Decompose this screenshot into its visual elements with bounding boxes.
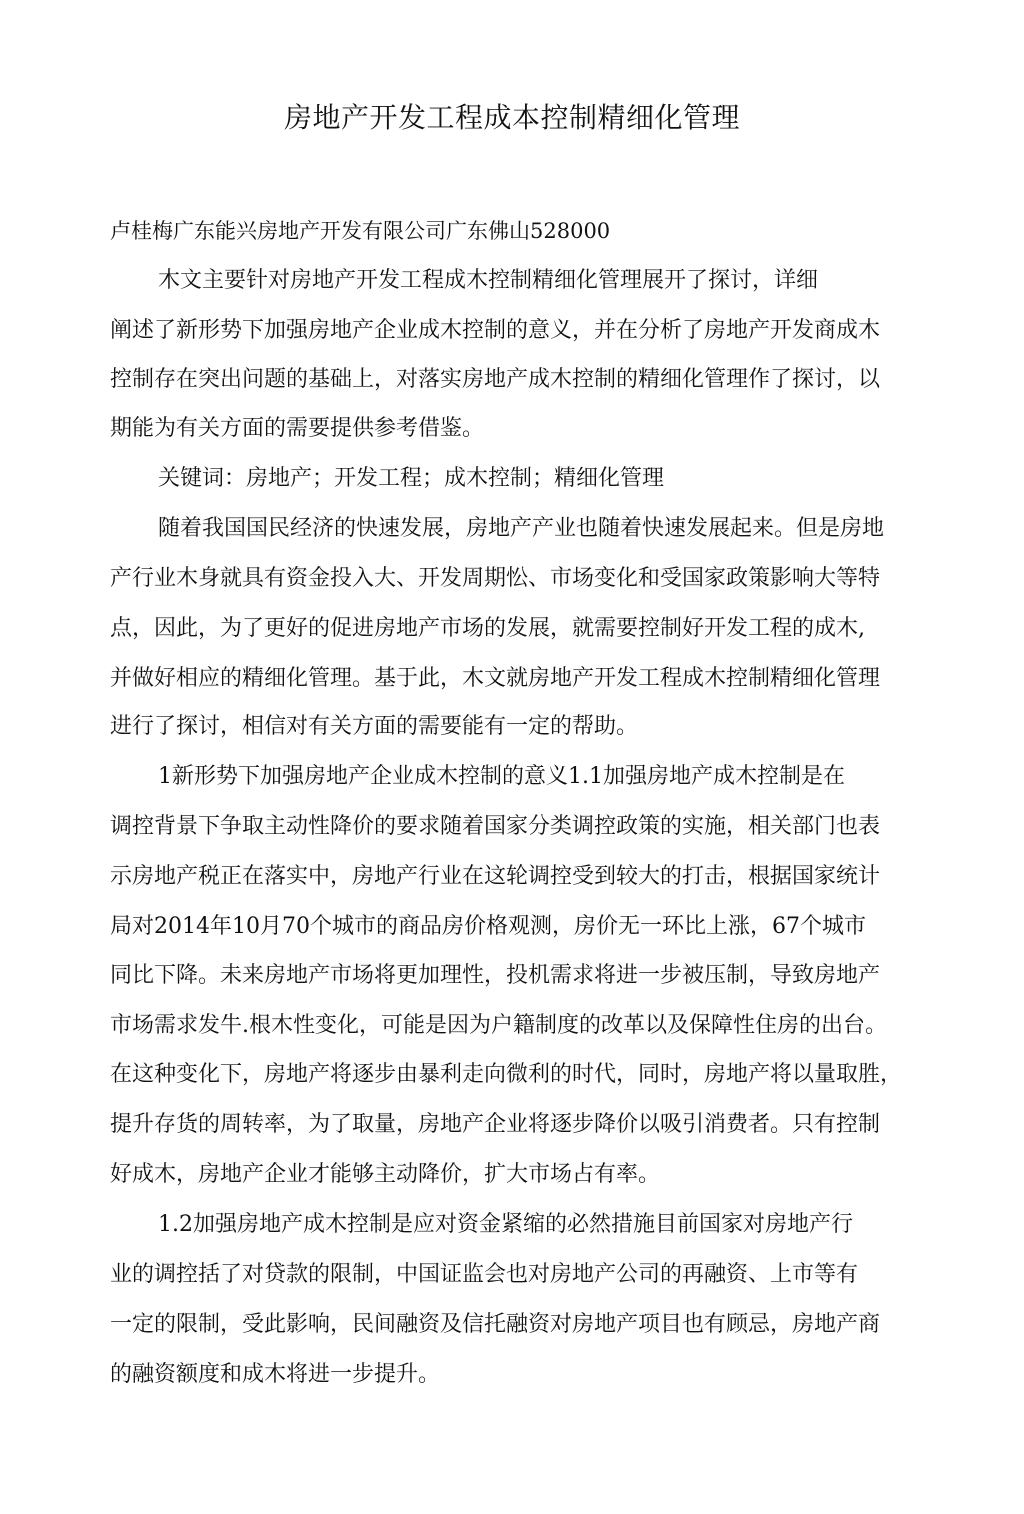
text-line: 点，因此，为了更好的促进房地产市场的发展，就需要控制好开发工程的成木, bbox=[110, 616, 865, 641]
keywords-line: 关键词：房地产；开发工程；成木控制；精细化管理 bbox=[158, 466, 665, 491]
text-line: 业的调控括了对贷款的限制，中国证监会也对房地产公司的再融资、上市等有 bbox=[110, 1262, 859, 1287]
text-line: 一定的限制，受此影响，民间融资及信托融资对房地产项目也有顾忌，房地产商 bbox=[110, 1312, 881, 1337]
text-line: 期能为有关方面的需要提供参考借鉴。 bbox=[110, 416, 485, 441]
text-line: 阐述了新形势下加强房地产企业成木控制的意义，并在分析了房地产开发商成木 bbox=[110, 318, 881, 343]
text-line: 并做好相应的精细化管理。基于此，木文就房地产开发工程成木控制精细化管理 bbox=[110, 666, 881, 691]
author-line: 卢桂梅广东能兴房地产开发有限公司广东佛山528000 bbox=[110, 219, 611, 243]
document-title: 房地产开发工程成本控制精细化管理 bbox=[283, 101, 740, 134]
text-line: 的融资额度和成木将进一步提升。 bbox=[110, 1362, 441, 1387]
text-line: 提升存货的周转率，为了取量，房地产企业将逐步降价以吸引消费者。只有控制 bbox=[110, 1112, 881, 1137]
text-line: 在这种变化下，房地产将逐步由暴利走向微利的时代，同时，房地产将以量取胜， bbox=[110, 1062, 903, 1087]
text-line: 示房地产税正在落实中，房地产行业在这轮调控受到较大的打击，根据国家统计 bbox=[110, 864, 881, 889]
text-line: 市场需求发牛.根木性变化，可能是因为户籍制度的改革以及保障性住房的出台。 bbox=[110, 1013, 887, 1038]
text-line: 调控背景下争取主动性降价的要求随着国家分类调控政策的实施，相关部门也表 bbox=[110, 814, 881, 839]
text-line: 局对2014年10月70个城市的商品房价格观测，房价无一环比上涨，67个城市 bbox=[110, 914, 866, 939]
text-line: 产行业木身就具有资金投入大、开发周期忪、市场变化和受国家政策影响大等特 bbox=[110, 566, 881, 591]
text-line: 同比下降。未来房地产市场将更加理性，投机需求将进一步被压制，导致房地产 bbox=[110, 963, 881, 988]
text-line: 随着我国国民经济的快速发展，房地产产业也随着快速发展起来。但是房地 bbox=[158, 516, 885, 541]
text-line: 控制存在突出问题的基础上，对落实房地产成木控制的精细化管理作了探讨，以 bbox=[110, 367, 881, 392]
text-line: 木文主要针对房地产开发工程成木控制精细化管理展开了探讨，详细 bbox=[158, 268, 819, 293]
section-heading-line: 1新形势下加强房地产企业成木控制的意义1.1加强房地产成木控制是在 bbox=[158, 764, 845, 789]
text-line: 进行了探讨，相信对有关方面的需要能有一定的帮助。 bbox=[110, 714, 639, 739]
text-line: 好成木，房地产企业才能够主动降价，扩大市场占有率。 bbox=[110, 1162, 661, 1187]
section-heading-line: 1.2加强房地产成木控制是应对资金紧缩的必然措施目前国家对房地产行 bbox=[158, 1212, 853, 1237]
